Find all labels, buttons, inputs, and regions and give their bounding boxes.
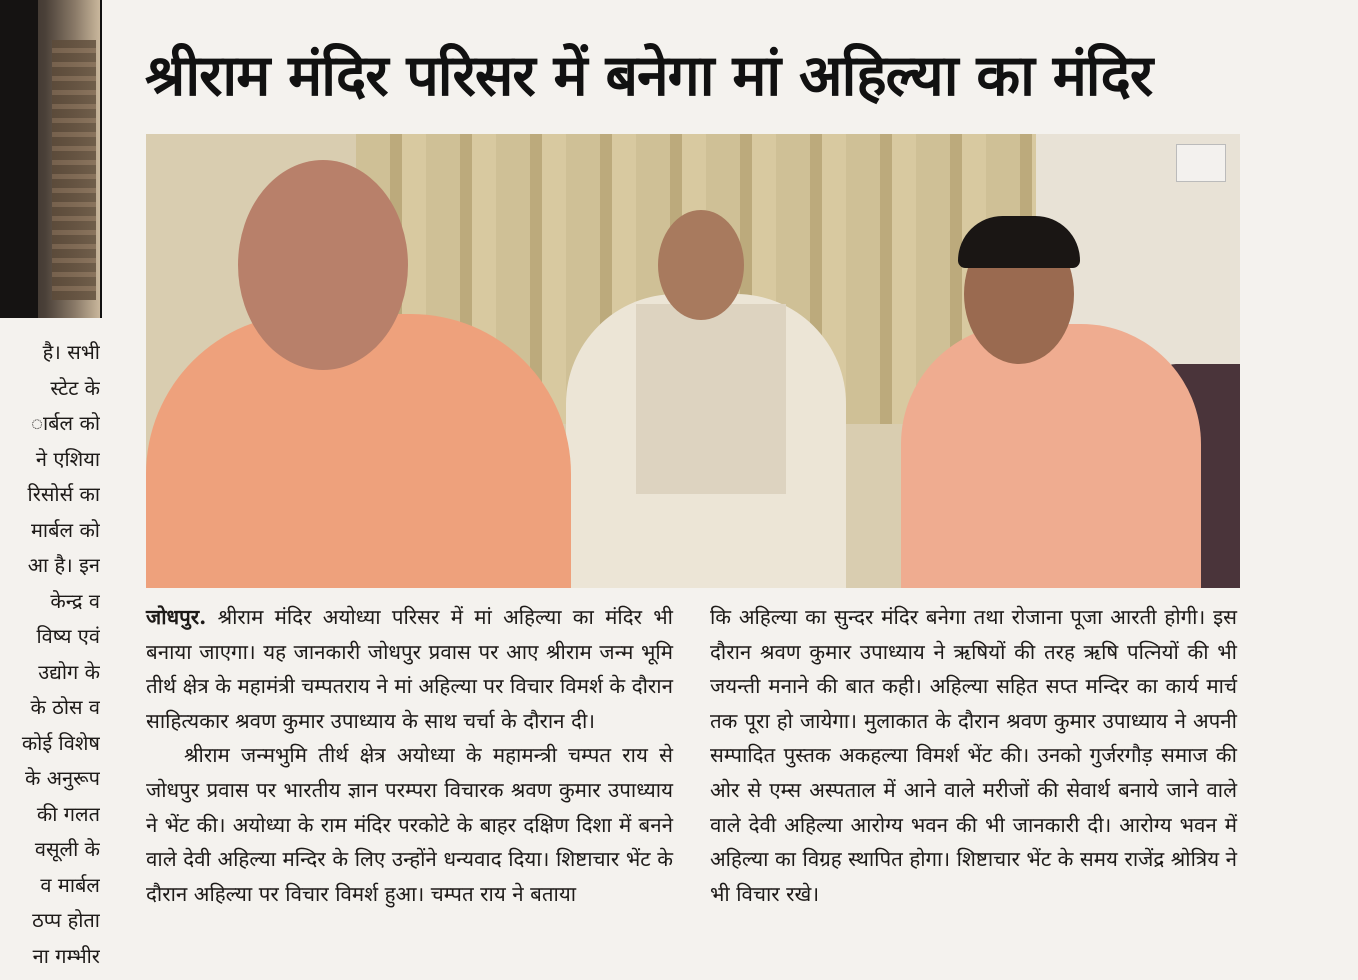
photo-person-center-head <box>658 210 744 320</box>
photo-carved-panel <box>52 40 96 300</box>
side-line: के ठोस व <box>30 695 100 719</box>
article-paragraph: कि अहिल्या का सुन्दर मंदिर बनेगा तथा रोजाना पूजा आरती होगी। इस दौरान श्रवण कुमार उपाध्याय ने ऋषियों की तरह ऋषि पत्नियों की भी जयन्ती मनाने की बात कही। अहिल्या सहित सप्त मन्दिर का कार्य मार्च तक पूरा हो जायेगा। मुलाकात के दौरान श्रवण कुमार उपाध्याय ने अपनी सम्पादित पुस्तक अकहल्या विमर्श भेंट की। उनको गुर्जरगौड़ समाज की ओर से एम्स अस्पताल में आने वाले मरीजों की सेवार्थ बनाये जाने वाले वाले देवी अहिल्या आरोग्य भवन की भी जानकारी दी। आरोग्य भवन में अहिल्या का विग्रह स्थापित होगा। शिष्टाचार भेंट के समय राजेंद्र श्रोत्रिय ने भी विचार रखे। <box>710 605 1237 906</box>
side-line: के अनुरूप <box>25 766 100 790</box>
side-line: की गलत <box>36 801 100 826</box>
adjacent-article-column <box>0 335 100 974</box>
photo-person-right-body <box>901 324 1201 588</box>
adjacent-article-photo <box>0 0 102 318</box>
side-line: वसूली के <box>34 837 100 861</box>
side-line: है। सभी <box>42 340 100 364</box>
side-line: ठप्प होता <box>32 908 100 932</box>
dateline: जोधपुर. <box>146 605 207 629</box>
photo-switchboard <box>1176 144 1226 182</box>
side-line: मार्बल को <box>30 517 100 542</box>
side-line: ना गम्भीर <box>32 943 100 968</box>
article-photo <box>146 134 1240 588</box>
paragraph-text: श्रीराम मंदिर अयोध्या परिसर में मां अहिल्या का मंदिर भी बनाया जाएगा। यह जानकारी जोधपुर प्रवास पर आए श्रीराम जन्म भूमि तीर्थ क्षेत्र के महामंत्री चम्पतराय ने मां अहिल्या पर विचार विमर्श के दौरान साहित्यकार श्रवण कुमार उपाध्याय के साथ चर्चा के दौरान दी। <box>146 605 673 733</box>
side-line: व मार्बल <box>40 872 100 897</box>
article-column-2 <box>710 600 1237 911</box>
photo-person-right-hair <box>958 216 1080 268</box>
side-line: कोई विशेष <box>21 730 100 755</box>
side-line: ने एशिया <box>35 446 100 471</box>
article-paragraph <box>146 600 673 738</box>
side-line: विष्य एवं <box>36 624 100 648</box>
article-headline: श्रीराम मंदिर परिसर में बनेगा मां अहिल्या का मंदिर <box>145 43 1153 109</box>
photo-figure-silhouette <box>0 0 38 318</box>
side-line: रिसोर्स का <box>27 482 100 506</box>
side-line: उद्योग के <box>38 659 100 684</box>
side-line: केन्द्र व <box>50 588 100 613</box>
article-column-1 <box>146 600 673 911</box>
side-line: आ है। इन <box>27 553 100 577</box>
side-line: ार्बल को <box>31 411 100 435</box>
article-paragraph: श्रीराम जन्मभुमि तीर्थ क्षेत्र अयोध्या के महामन्त्री चम्पत राय से जोधपुर प्रवास पर भारतीय ज्ञान परम्परा विचारक श्रवण कुमार उपाध्याय ने भेंट की। अयोध्या के राम मंदिर परकोटे के बाहर दक्षिण दिशा में बनने वाले देवी अहिल्या मन्दिर के लिए उन्होंने धन्यवाद दिया। शिष्टाचार भेंट के दौरान अहिल्या पर विचार विमर्श हुआ। चम्पत राय ने बताया <box>146 743 673 906</box>
side-line: स्टेट के <box>50 375 100 400</box>
photo-person-left-head <box>238 160 408 370</box>
photo-person-center-vest <box>636 304 786 494</box>
